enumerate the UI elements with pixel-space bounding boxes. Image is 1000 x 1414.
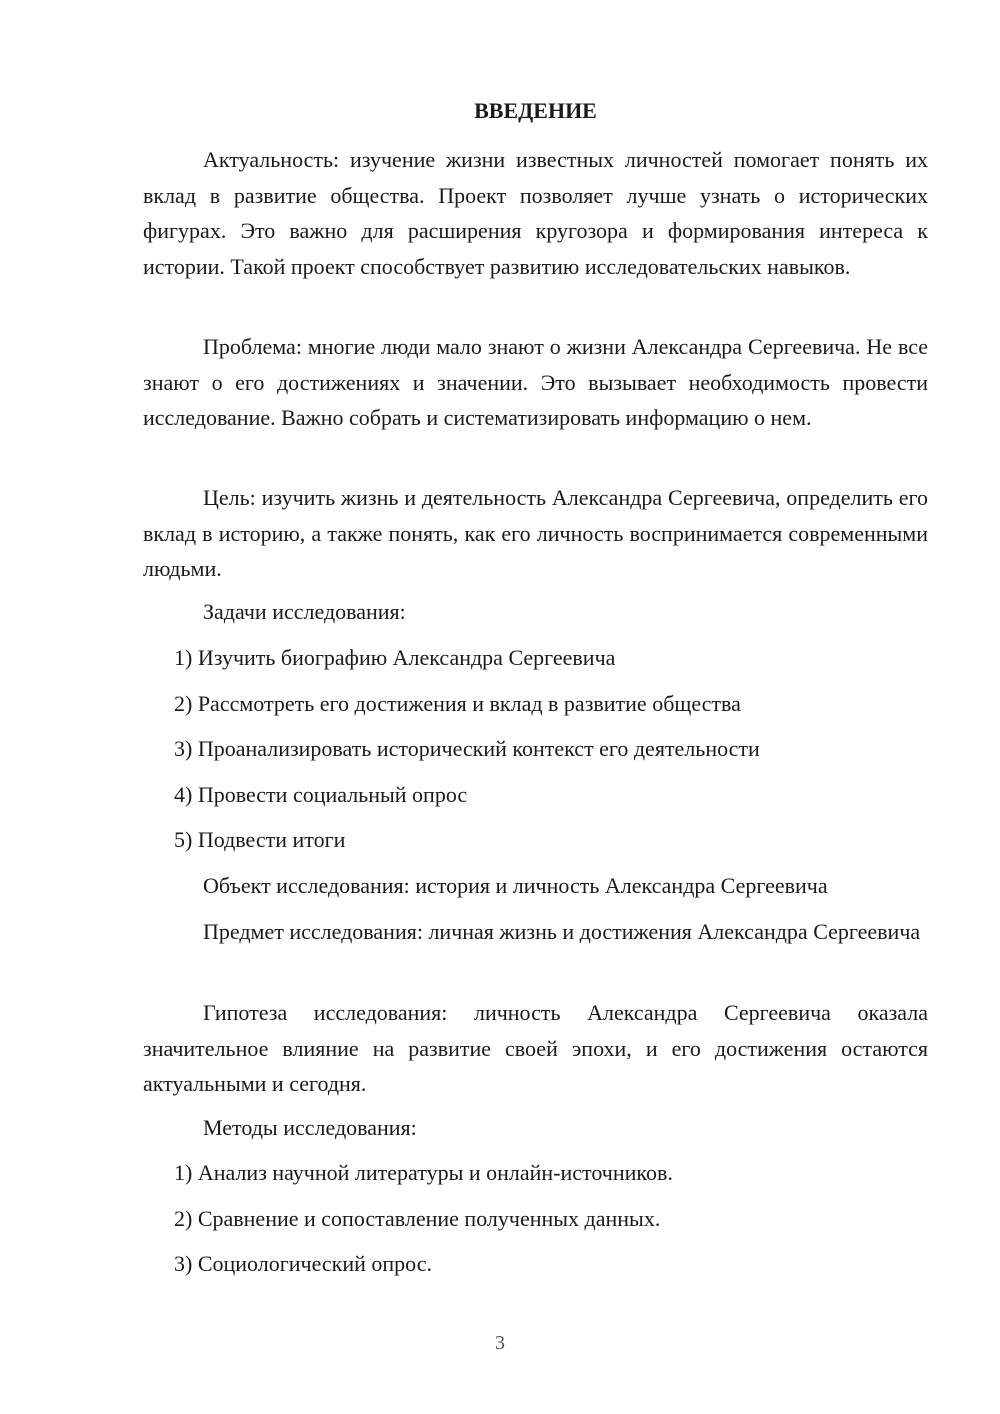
list-item: 2) Рассмотреть его достижения и вклад в развитие общества: [174, 691, 741, 716]
problem-paragraph: Проблема: многие люди мало знают о жизни Александра Сергеевича. Не все знают о его достижениях и значении. Это вызывает необходимость провести исследование. Важно собрать и систематизировать информацию о нем.: [143, 334, 928, 430]
list-item: 2) Сравнение и сопоставление полученных данных.: [174, 1206, 661, 1231]
list-item: 1) Анализ научной литературы и онлайн-источников.: [174, 1160, 673, 1185]
subject-paragraph: Предмет исследования: личная жизнь и достижения Александра Сергеевича: [203, 919, 921, 944]
list-item: 3) Социологический опрос.: [174, 1251, 432, 1276]
hypothesis-paragraph: Гипотеза исследования: личность Александра Сергеевича оказала значительное влияние на развитие своей эпохи, и его достижения остаются актуальными и сегодня.: [143, 1000, 928, 1096]
page-number: 3: [495, 1332, 505, 1354]
tasks-heading: Задачи исследования:: [203, 599, 406, 624]
goal-paragraph: Цель: изучить жизнь и деятельность Александра Сергеевича, определить его вклад в историю, а также понять, как его личность воспринимается современными людьми.: [143, 485, 928, 581]
relevance-paragraph: Актуальность: изучение жизни известных личностей помогает понять их вклад в развитие общества. Проект позволяет лучше узнать о исторических фигурах. Это важно для расширения кругозора и формирования интереса к истории. Такой проект способствует развитию исследовательских навыков.: [143, 147, 928, 279]
methods-heading: Методы исследования:: [203, 1115, 417, 1140]
list-item: 5) Подвести итоги: [174, 827, 346, 852]
section-title: ВВЕДЕНИЕ: [474, 98, 597, 123]
object-line: Объект исследования: история и личность Александра Сергеевича: [203, 873, 828, 898]
list-item: 3) Проанализировать исторический контекст его деятельности: [174, 736, 760, 761]
list-item: 1) Изучить биографию Александра Сергеевича: [174, 645, 616, 670]
list-item: 4) Провести социальный опрос: [174, 782, 468, 807]
